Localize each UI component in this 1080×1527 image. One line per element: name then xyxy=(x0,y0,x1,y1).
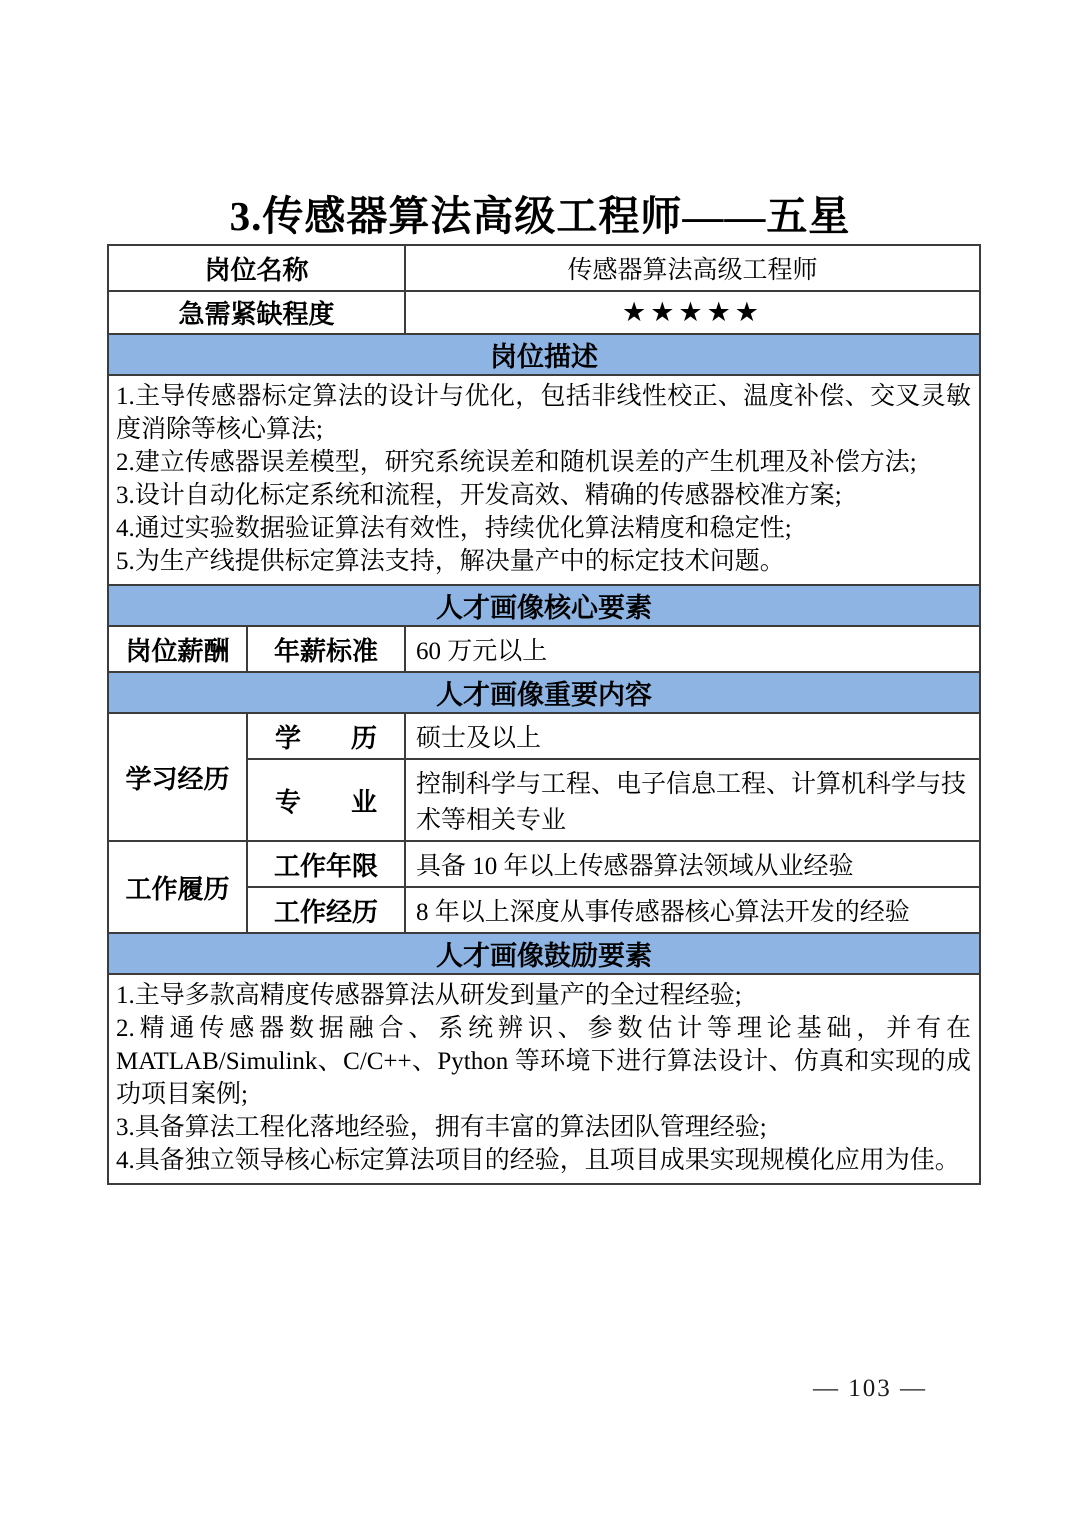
degree-label-cell xyxy=(247,713,405,759)
section-header-encourage-elements: 人才画像鼓励要素 xyxy=(108,933,980,974)
list-item: 1.主导多款高精度传感器算法从研发到量产的全过程经验; xyxy=(116,982,742,1009)
work-years-value: 具备 10 年以上传感器算法领域从业经验 xyxy=(405,841,980,887)
salary-value: 60 万元以上 xyxy=(405,626,980,672)
urgency-row xyxy=(108,291,980,334)
job-name-value: 传感器算法高级工程师 xyxy=(405,245,980,291)
page-title: 3.传感器算法高级工程师——五星 xyxy=(229,193,851,239)
section-header-core-elements: 人才画像核心要素 xyxy=(108,585,980,626)
job-description-list xyxy=(108,375,980,585)
degree-label: 学历 xyxy=(275,722,377,753)
salary-row xyxy=(108,626,980,672)
degree-row xyxy=(108,713,980,759)
work-group-label: 工作履历 xyxy=(108,841,247,933)
list-item: 2.建立传感器误差模型，研究系统误差和随机误差的产生机理及补偿方法; xyxy=(116,449,917,476)
list-item: 4.具备独立领导核心标定算法项目的经验，且项目成果实现规模化应用为佳。 xyxy=(116,1147,960,1174)
section-header-important-content: 人才画像重要内容 xyxy=(108,672,980,713)
core-elements-header-row xyxy=(108,585,980,626)
job-description-row xyxy=(108,375,980,585)
job-description-header-row xyxy=(108,334,980,375)
encourage-elements-row xyxy=(108,974,980,1184)
important-content-header-row xyxy=(108,672,980,713)
encourage-elements-header-row xyxy=(108,933,980,974)
job-name-label: 岗位名称 xyxy=(108,245,405,291)
list-item: 1.主导传感器标定算法的设计与优化，包括非线性校正、温度补偿、交叉灵敏度消除等核心算法; xyxy=(116,383,971,443)
work-years-label: 工作年限 xyxy=(247,841,405,887)
section-header-job-description: 岗位描述 xyxy=(108,334,980,375)
urgency-label: 急需紧缺程度 xyxy=(108,291,405,334)
salary-group-label: 岗位薪酬 xyxy=(108,626,247,672)
work-experience-value: 8 年以上深度从事传感器核心算法开发的经验 xyxy=(405,887,980,933)
list-item: 3.设计自动化标定系统和流程，开发高效、精确的传感器校准方案; xyxy=(116,482,842,509)
job-name-row xyxy=(108,245,980,291)
work-years-row xyxy=(108,841,980,887)
degree-value: 硕士及以上 xyxy=(405,713,980,759)
page-number: — 103 — xyxy=(813,1375,927,1402)
job-profile-table xyxy=(107,244,981,1185)
star-rating: ★★★★★ xyxy=(405,291,980,334)
list-item: 3.具备算法工程化落地经验，拥有丰富的算法团队管理经验; xyxy=(116,1114,767,1141)
list-item: 5.为生产线提供标定算法支持，解决量产中的标定技术问题。 xyxy=(116,548,785,575)
major-label: 专业 xyxy=(275,786,377,817)
education-group-label: 学习经历 xyxy=(108,713,247,841)
encourage-elements-list xyxy=(108,974,980,1184)
work-experience-label: 工作经历 xyxy=(247,887,405,933)
salary-standard-label: 年薪标准 xyxy=(247,626,405,672)
major-label-cell xyxy=(247,759,405,841)
list-item: 4.通过实验数据验证算法有效性，持续优化算法精度和稳定性; xyxy=(116,515,792,542)
list-item: 2.精通传感器数据融合、系统辨识、参数估计等理论基础，并有在MATLAB/Simulink、C/C++、Python 等环境下进行算法设计、仿真和实现的成功项目案例; xyxy=(116,1015,971,1108)
major-value: 控制科学与工程、电子信息工程、计算机科学与技术等相关专业 xyxy=(405,759,980,841)
